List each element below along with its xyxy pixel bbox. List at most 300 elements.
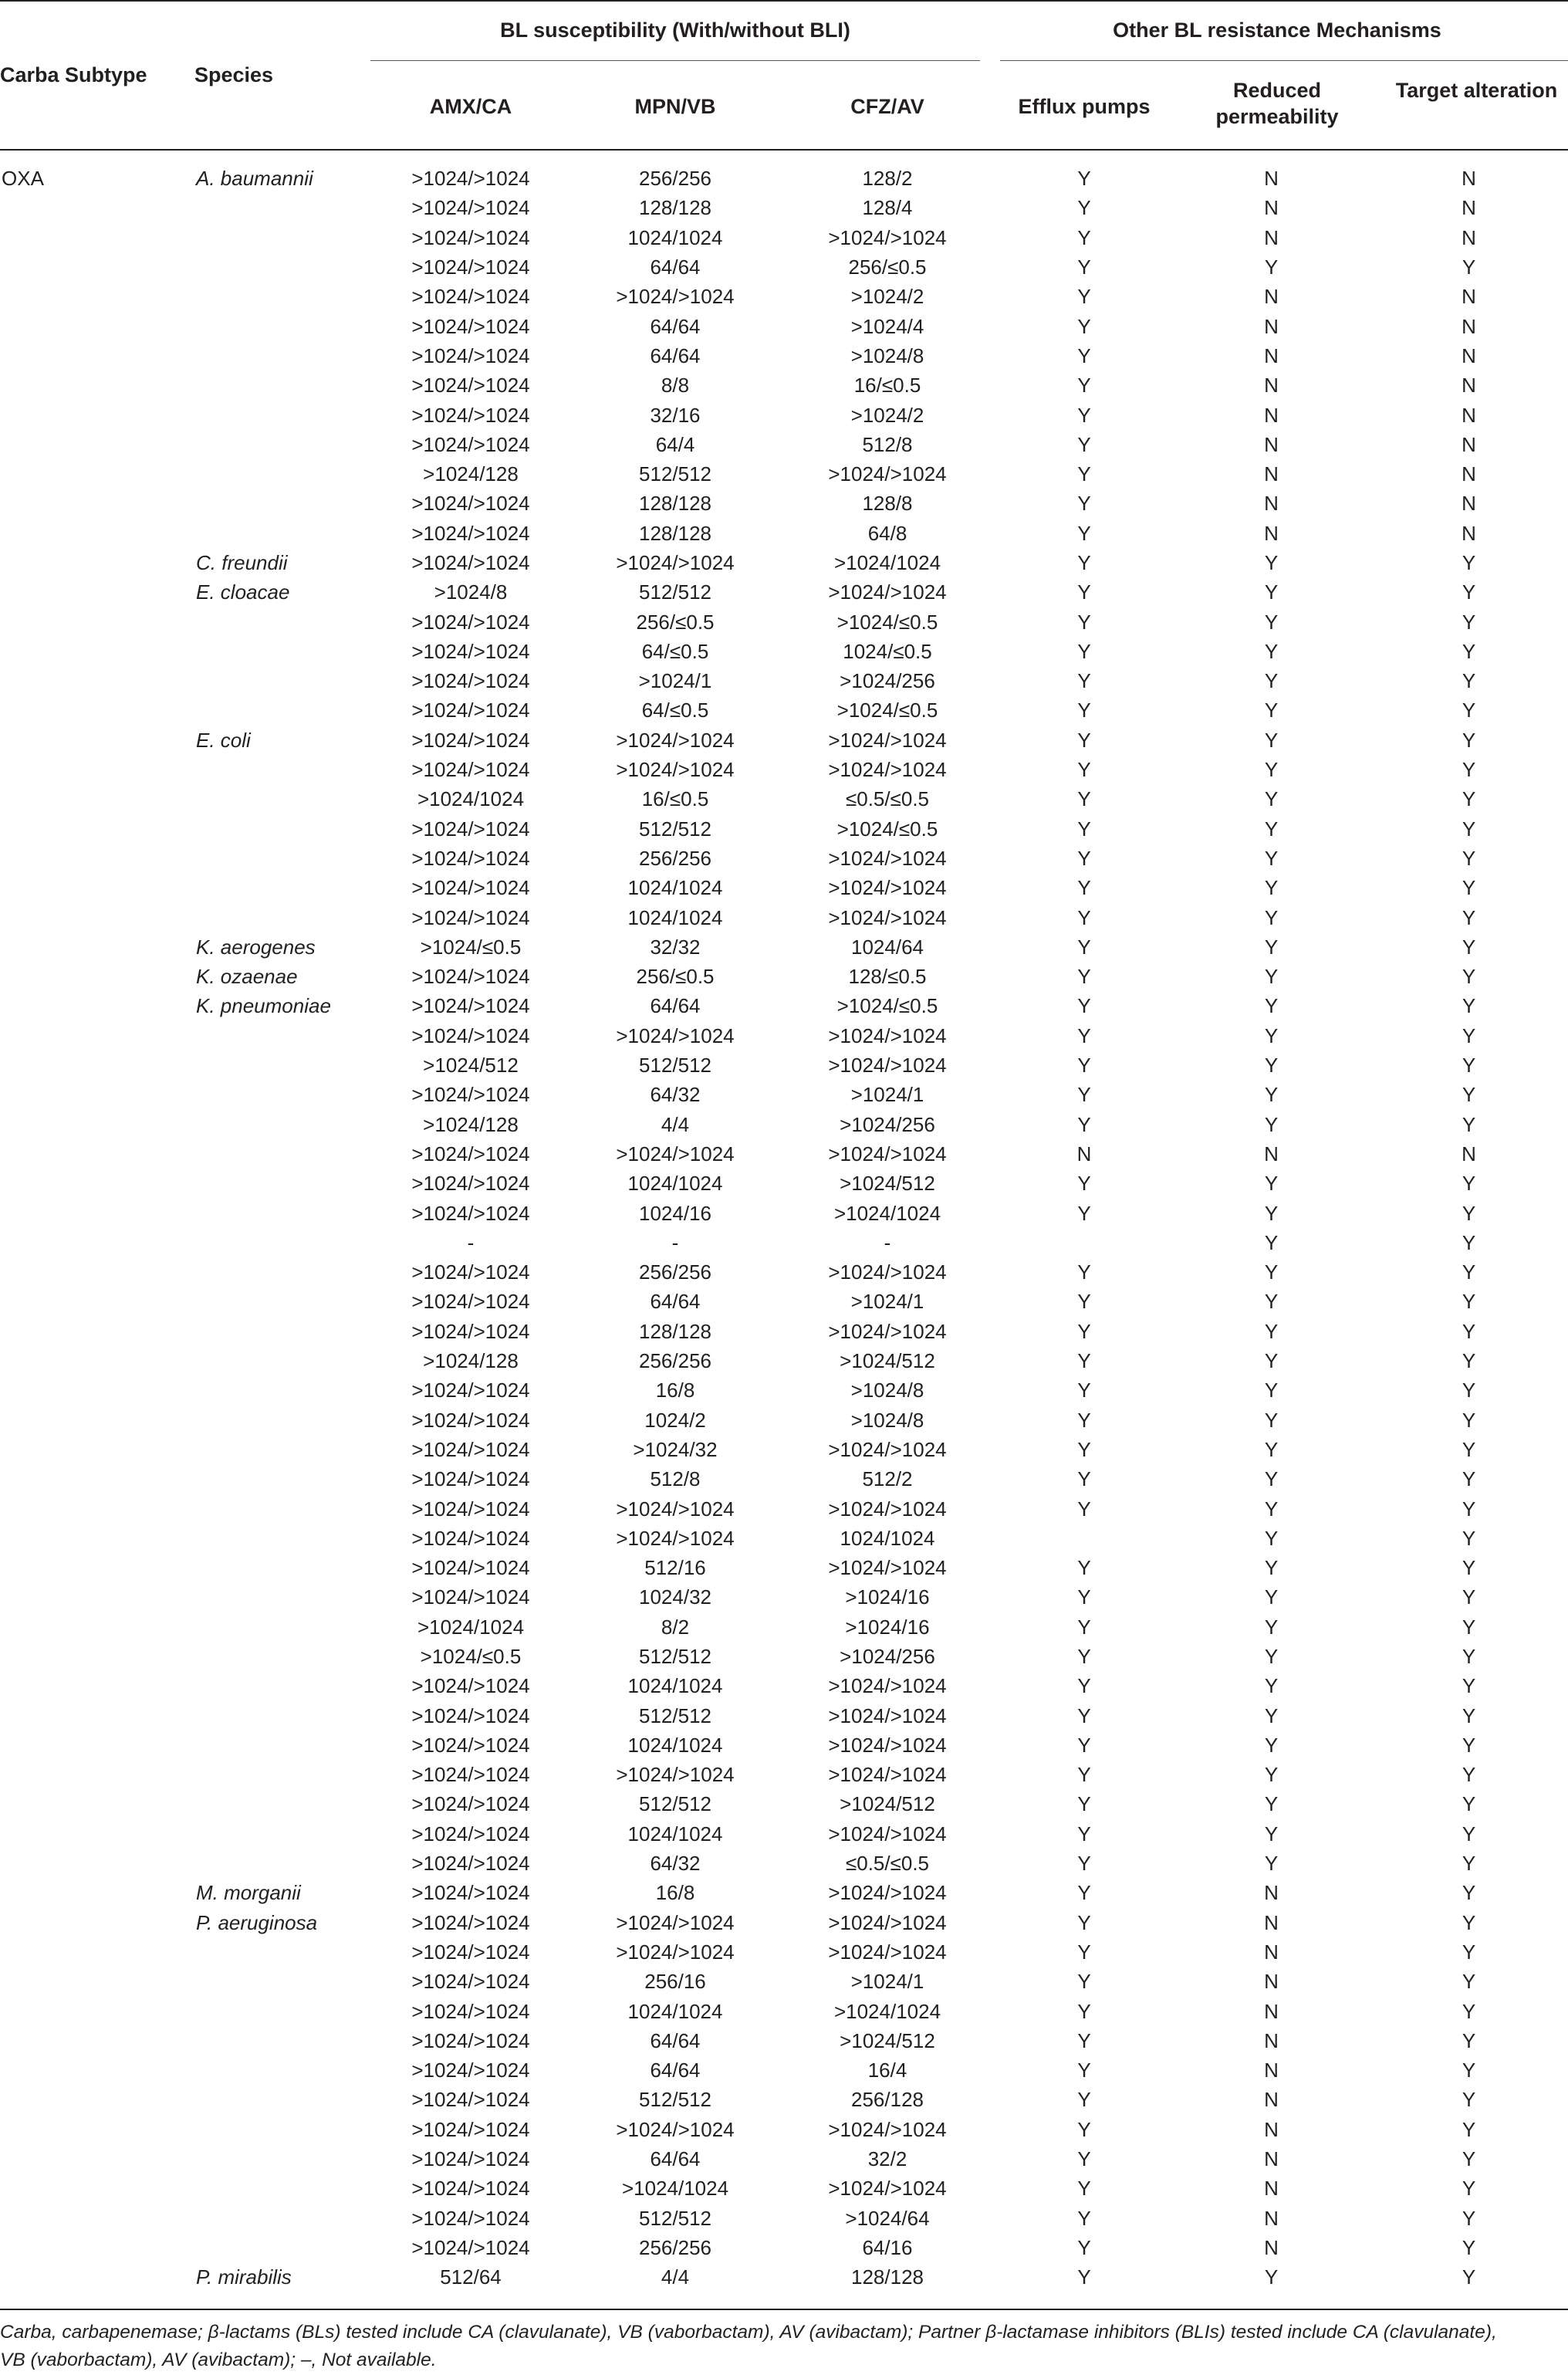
table-row — [0, 1110, 1568, 1139]
target-alteration-cell: Y — [1462, 1379, 1476, 1402]
mpn-vb-cell: 512/512 — [639, 580, 711, 604]
table-row — [0, 844, 1568, 873]
header-rule — [0, 149, 1568, 151]
amx-ca-cell: >1024/>1024 — [411, 1497, 530, 1521]
table-row — [0, 873, 1568, 902]
target-alteration-cell: Y — [1462, 1910, 1476, 1934]
reduced-permeability-cell: Y — [1264, 1437, 1279, 1461]
amx-ca-cell: - — [467, 1230, 475, 1254]
amx-ca-cell: >1024/>1024 — [411, 1763, 530, 1787]
table-row — [0, 1464, 1568, 1494]
species-cell: E. cloacae — [196, 580, 290, 604]
efflux-cell: Y — [1077, 255, 1091, 279]
carba-subtype-cell — [0, 1996, 191, 2025]
reduced-permeability-cell: N — [1264, 2117, 1279, 2141]
cfz-av-cell: >1024/>1024 — [828, 1910, 947, 1934]
reduced-permeability-cell: Y — [1264, 1201, 1279, 1225]
cfz-av-cell: >1024/>1024 — [828, 1763, 947, 1787]
table-row — [0, 666, 1568, 695]
target-alteration-cell: Y — [1462, 965, 1476, 989]
target-alteration-cell: N — [1462, 196, 1476, 220]
carba-subtype-cell — [0, 2262, 191, 2292]
reduced-permeability-cell: N — [1264, 2028, 1279, 2052]
table-row — [0, 1080, 1568, 1109]
reduced-permeability-cell: Y — [1264, 1408, 1279, 1432]
table-row — [0, 1937, 1568, 1967]
carba-subtype-cell — [0, 2233, 191, 2262]
carba-subtype-cell — [0, 1169, 191, 1198]
carba-subtype-cell — [0, 1375, 191, 1405]
efflux-cell: Y — [1077, 374, 1091, 398]
efflux-cell: Y — [1077, 314, 1091, 338]
species-cell — [191, 311, 370, 340]
target-alteration-cell: Y — [1462, 551, 1476, 574]
efflux-cell: Y — [1077, 728, 1091, 752]
mpn-vb-cell: 256/256 — [639, 846, 711, 870]
efflux-cell: Y — [1077, 1054, 1091, 1078]
amx-ca-cell: >1024/>1024 — [411, 2028, 530, 2052]
target-alteration-cell: Y — [1462, 1497, 1476, 1521]
table-body — [0, 164, 1568, 2292]
mpn-vb-cell: 32/16 — [650, 403, 701, 427]
reduced-permeability-cell: Y — [1264, 1733, 1279, 1757]
species-cell — [191, 1819, 370, 1849]
target-alteration-cell: Y — [1462, 1319, 1476, 1343]
table-row — [0, 932, 1568, 962]
table-row — [0, 282, 1568, 311]
carba-subtype-cell — [0, 1642, 191, 1671]
efflux-cell: Y — [1077, 639, 1091, 663]
species-cell — [191, 607, 370, 636]
table-row — [0, 1612, 1568, 1642]
reduced-permeability-cell: N — [1264, 2088, 1279, 2112]
mpn-vb-cell: 128/128 — [639, 521, 711, 545]
cfz-av-cell: >1024/512 — [840, 1172, 935, 1196]
efflux-cell: Y — [1077, 343, 1091, 367]
efflux-cell: Y — [1077, 965, 1091, 989]
cfz-av-cell: 128/≤0.5 — [848, 965, 927, 989]
carba-subtype-cell — [0, 1050, 191, 1080]
carba-subtype-cell — [0, 726, 191, 755]
reduced-permeability-cell: Y — [1264, 905, 1279, 929]
carba-subtype-cell — [0, 1731, 191, 1760]
mpn-vb-cell: 64/64 — [650, 314, 701, 338]
target-alteration-cell: Y — [1462, 1230, 1476, 1254]
table-row — [0, 1346, 1568, 1375]
cfz-av-cell: 64/16 — [862, 2235, 913, 2259]
species-cell — [191, 755, 370, 784]
species-cell — [191, 1671, 370, 1700]
reduced-permeability-cell: N — [1264, 2147, 1279, 2171]
efflux-cell: Y — [1077, 167, 1091, 191]
amx-ca-cell: >1024/>1024 — [411, 1852, 530, 1876]
table-row — [0, 1996, 1568, 2025]
cfz-av-cell: ≤0.5/≤0.5 — [845, 787, 930, 811]
efflux-cell — [995, 1228, 1173, 1257]
species-cell — [191, 193, 370, 222]
cfz-av-cell: - — [884, 1230, 891, 1254]
cfz-av-cell: >1024/>1024 — [828, 1054, 947, 1078]
target-alteration-cell: Y — [1462, 935, 1476, 959]
amx-ca-cell: >1024/>1024 — [411, 1408, 530, 1432]
target-alteration-cell: Y — [1462, 1644, 1476, 1668]
carba-subtype-cell — [0, 1228, 191, 1257]
amx-ca-cell: >1024/>1024 — [411, 255, 530, 279]
target-alteration-cell: N — [1462, 225, 1476, 249]
efflux-cell: Y — [1077, 876, 1091, 900]
table-footnote — [0, 2319, 1551, 2374]
header-species: Species — [194, 63, 274, 86]
target-alteration-cell: Y — [1462, 2059, 1476, 2082]
efflux-cell: Y — [1077, 196, 1091, 220]
table-row — [0, 223, 1568, 252]
mpn-vb-cell: 16/8 — [655, 1881, 695, 1905]
carba-subtype-cell — [0, 695, 191, 725]
target-alteration-cell: Y — [1462, 1467, 1476, 1491]
table-row — [0, 1553, 1568, 1582]
reduced-permeability-cell: Y — [1264, 2265, 1279, 2289]
carba-subtype-cell — [0, 1435, 191, 1464]
reduced-permeability-cell: Y — [1264, 787, 1279, 811]
reduced-permeability-cell: Y — [1264, 1023, 1279, 1047]
table-row — [0, 489, 1568, 518]
carba-subtype-cell — [0, 666, 191, 695]
carba-subtype-cell — [0, 1700, 191, 1730]
mpn-vb-cell: 1024/1024 — [627, 1999, 723, 2023]
cfz-av-cell: >1024/1 — [850, 1083, 924, 1107]
amx-ca-cell: >1024/>1024 — [411, 551, 530, 574]
cfz-av-cell: >1024/512 — [840, 2028, 935, 2052]
amx-ca-cell: >1024/>1024 — [411, 905, 530, 929]
mpn-vb-cell: >1024/>1024 — [616, 728, 735, 752]
carba-subtype-cell — [0, 962, 191, 991]
efflux-cell: Y — [1077, 2235, 1091, 2259]
mpn-vb-cell: 128/128 — [639, 492, 711, 516]
reduced-permeability-cell: Y — [1264, 699, 1279, 722]
mpn-vb-cell: 64/4 — [655, 432, 695, 456]
cfz-av-cell: >1024/512 — [840, 1792, 935, 1816]
cfz-av-cell: 512/2 — [862, 1467, 913, 1491]
carba-subtype-cell — [0, 991, 191, 1020]
reduced-permeability-cell: N — [1264, 225, 1279, 249]
header-carba-subtype: Carba Subtype — [0, 63, 147, 86]
species-cell — [191, 459, 370, 489]
efflux-cell: Y — [1077, 2177, 1091, 2201]
species-cell — [191, 1110, 370, 1139]
amx-ca-cell: >1024/>1024 — [411, 1467, 530, 1491]
species-cell — [191, 1524, 370, 1553]
carba-subtype-cell — [0, 637, 191, 666]
carba-subtype-cell — [0, 784, 191, 814]
cfz-av-cell: >1024/>1024 — [828, 1437, 947, 1461]
table-row — [0, 1849, 1568, 1878]
target-alteration-cell: N — [1462, 462, 1476, 486]
table-row — [0, 814, 1568, 844]
table-row — [0, 726, 1568, 755]
amx-ca-cell: >1024/>1024 — [411, 610, 530, 634]
mpn-vb-cell: 512/512 — [639, 817, 711, 841]
mpn-vb-cell: 32/32 — [650, 935, 701, 959]
table-row — [0, 193, 1568, 222]
top-rule — [0, 0, 1568, 2]
cfz-av-cell: 1024/≤0.5 — [843, 639, 932, 663]
table-row — [0, 1700, 1568, 1730]
carba-subtype-cell — [0, 400, 191, 429]
species-cell — [191, 282, 370, 311]
species-cell — [191, 1582, 370, 1612]
target-alteration-cell: N — [1462, 403, 1476, 427]
amx-ca-cell: 512/64 — [440, 2265, 502, 2289]
amx-ca-cell: >1024/>1024 — [411, 2206, 530, 2230]
target-alteration-cell: Y — [1462, 2147, 1476, 2171]
reduced-permeability-cell: Y — [1264, 1615, 1279, 1639]
amx-ca-cell: >1024/>1024 — [411, 285, 530, 309]
mpn-vb-cell: >1024/1 — [638, 669, 712, 693]
target-alteration-cell: Y — [1462, 1054, 1476, 1078]
carba-subtype-cell — [0, 1849, 191, 1878]
species-cell — [191, 223, 370, 252]
mpn-vb-cell: 1024/1024 — [627, 1172, 723, 1196]
cfz-av-cell: >1024/1 — [850, 1290, 924, 1314]
mpn-vb-cell: 1024/1024 — [627, 905, 723, 929]
species-cell — [191, 2203, 370, 2232]
carba-subtype-cell — [0, 1346, 191, 1375]
mpn-vb-cell: 64/64 — [650, 343, 701, 367]
cfz-av-cell: >1024/≤0.5 — [836, 817, 938, 841]
reduced-permeability-cell: Y — [1264, 1290, 1279, 1314]
efflux-cell: Y — [1077, 1260, 1091, 1284]
target-alteration-cell: Y — [1462, 1585, 1476, 1609]
target-alteration-cell: Y — [1462, 817, 1476, 841]
reduced-permeability-cell: Y — [1264, 1822, 1279, 1846]
mpn-vb-cell: >1024/32 — [633, 1437, 718, 1461]
carba-subtype-cell — [0, 2085, 191, 2114]
table-row — [0, 1139, 1568, 1169]
amx-ca-cell: >1024/>1024 — [411, 758, 530, 782]
table-row — [0, 2055, 1568, 2085]
efflux-cell: Y — [1077, 1852, 1091, 1876]
species-cell — [191, 637, 370, 666]
reduced-permeability-cell: N — [1264, 314, 1279, 338]
target-alteration-cell: Y — [1462, 1437, 1476, 1461]
table-row — [0, 400, 1568, 429]
table-row — [0, 1642, 1568, 1671]
reduced-permeability-cell: Y — [1264, 639, 1279, 663]
target-alteration-cell: Y — [1462, 787, 1476, 811]
amx-ca-cell: >1024/>1024 — [411, 1940, 530, 1964]
reduced-permeability-cell: Y — [1264, 1379, 1279, 1402]
species-cell — [191, 2085, 370, 2114]
target-alteration-cell: Y — [1462, 1999, 1476, 2023]
carba-subtype-cell — [0, 282, 191, 311]
species-cell — [191, 1198, 370, 1227]
target-alteration-cell: Y — [1462, 1852, 1476, 1876]
species-cell — [191, 1375, 370, 1405]
mpn-vb-cell: >1024/>1024 — [616, 1023, 735, 1047]
mpn-vb-cell: 256/256 — [639, 1260, 711, 1284]
species-cell — [191, 1139, 370, 1169]
target-alteration-cell: Y — [1462, 1792, 1476, 1816]
table-row — [0, 1375, 1568, 1405]
table-row — [0, 1878, 1568, 1907]
efflux-cell: Y — [1077, 1999, 1091, 2023]
cfz-av-cell: >1024/>1024 — [828, 846, 947, 870]
efflux-cell: Y — [1077, 1172, 1091, 1196]
cfz-av-cell: >1024/256 — [840, 1112, 935, 1136]
reduced-permeability-cell: Y — [1264, 1349, 1279, 1373]
reduced-permeability-cell: Y — [1264, 1497, 1279, 1521]
amx-ca-cell: >1024/8 — [434, 580, 508, 604]
cfz-av-cell: 64/8 — [867, 521, 907, 545]
carba-subtype-cell — [0, 1937, 191, 1967]
carba-subtype-cell — [0, 932, 191, 962]
efflux-cell: Y — [1077, 403, 1091, 427]
species-cell — [191, 784, 370, 814]
efflux-cell: Y — [1077, 1822, 1091, 1846]
reduced-permeability-cell: N — [1264, 462, 1279, 486]
species-cell: P. mirabilis — [196, 2265, 292, 2289]
amx-ca-cell: >1024/>1024 — [411, 492, 530, 516]
efflux-cell: Y — [1077, 2117, 1091, 2141]
reduced-permeability-cell: Y — [1264, 580, 1279, 604]
target-alteration-cell: Y — [1462, 639, 1476, 663]
cfz-av-cell: >1024/8 — [850, 1379, 924, 1402]
efflux-cell: Y — [1077, 551, 1091, 574]
table-row — [0, 1405, 1568, 1434]
species-cell — [191, 1228, 370, 1257]
carba-subtype-cell — [0, 430, 191, 459]
target-alteration-cell: Y — [1462, 1201, 1476, 1225]
mpn-vb-cell: >1024/1024 — [621, 2177, 729, 2201]
amx-ca-cell: >1024/>1024 — [411, 1822, 530, 1846]
cfz-av-cell: >1024/64 — [845, 2206, 930, 2230]
reduced-permeability-cell: Y — [1264, 1054, 1279, 1078]
table-row — [0, 1228, 1568, 1257]
cfz-av-cell: >1024/>1024 — [828, 1260, 947, 1284]
species-cell — [191, 1849, 370, 1878]
target-alteration-cell: N — [1462, 167, 1476, 191]
carba-subtype-cell — [0, 1967, 191, 1996]
efflux-cell: Y — [1077, 1910, 1091, 1934]
mpn-vb-cell: 512/512 — [639, 1054, 711, 1078]
mpn-vb-cell: 1024/1024 — [627, 1674, 723, 1698]
cfz-av-cell: >1024/>1024 — [828, 225, 947, 249]
target-alteration-cell: Y — [1462, 2265, 1476, 2289]
efflux-cell: Y — [1077, 787, 1091, 811]
target-alteration-cell: Y — [1462, 669, 1476, 693]
cfz-av-cell: >1024/4 — [850, 314, 924, 338]
table-row — [0, 311, 1568, 340]
species-cell — [191, 1080, 370, 1109]
mpn-vb-cell: 512/512 — [639, 1792, 711, 1816]
cfz-av-cell: >1024/>1024 — [828, 876, 947, 900]
amx-ca-cell: >1024/>1024 — [411, 817, 530, 841]
mpn-vb-cell: >1024/>1024 — [616, 1526, 735, 1550]
mpn-vb-cell: 128/128 — [639, 196, 711, 220]
species-cell — [191, 1642, 370, 1671]
mpn-vb-cell: 64/64 — [650, 2147, 701, 2171]
cfz-av-cell: >1024/>1024 — [828, 1556, 947, 1580]
efflux-cell: Y — [1077, 758, 1091, 782]
species-cell — [191, 2055, 370, 2085]
efflux-cell: Y — [1077, 2147, 1091, 2171]
reduced-permeability-cell: N — [1264, 1999, 1279, 2023]
efflux-cell: Y — [1077, 1615, 1091, 1639]
cfz-av-cell: >1024/256 — [840, 1644, 935, 1668]
amx-ca-cell: >1024/>1024 — [411, 1703, 530, 1727]
carba-subtype-cell — [0, 1582, 191, 1612]
amx-ca-cell: >1024/>1024 — [411, 1999, 530, 2023]
amx-ca-cell: >1024/>1024 — [411, 167, 530, 191]
amx-ca-cell: >1024/128 — [423, 462, 519, 486]
mpn-vb-cell: 1024/1024 — [627, 1733, 723, 1757]
target-alteration-cell: N — [1462, 492, 1476, 516]
species-cell — [191, 400, 370, 429]
cfz-av-cell: >1024/256 — [840, 669, 935, 693]
reduced-permeability-cell: Y — [1264, 817, 1279, 841]
mpn-vb-cell: >1024/>1024 — [616, 285, 735, 309]
mpn-vb-cell: 1024/16 — [639, 1201, 711, 1225]
cfz-av-cell: >1024/1024 — [833, 1201, 941, 1225]
mpn-vb-cell: 64/64 — [650, 2059, 701, 2082]
species-cell — [191, 1700, 370, 1730]
cfz-av-cell: >1024/>1024 — [828, 1822, 947, 1846]
species-cell — [191, 1967, 370, 1996]
target-alteration-cell: Y — [1462, 2088, 1476, 2112]
cfz-av-cell: >1024/16 — [845, 1585, 930, 1609]
efflux-cell: Y — [1077, 1733, 1091, 1757]
carba-subtype-cell — [0, 607, 191, 636]
cfz-av-cell: >1024/>1024 — [828, 2177, 947, 2201]
reduced-permeability-cell: N — [1264, 196, 1279, 220]
target-alteration-cell: Y — [1462, 1733, 1476, 1757]
mpn-vb-cell: 64/≤0.5 — [641, 639, 709, 663]
species-cell — [191, 252, 370, 282]
species-cell — [191, 1169, 370, 1198]
amx-ca-cell: >1024/>1024 — [411, 2117, 530, 2141]
species-cell — [191, 370, 370, 400]
carba-subtype-cell — [0, 548, 191, 577]
table-row — [0, 1760, 1568, 1789]
species-cell — [191, 2144, 370, 2174]
reduced-permeability-cell: Y — [1264, 994, 1279, 1018]
cfz-av-cell: >1024/>1024 — [828, 580, 947, 604]
reduced-permeability-cell: Y — [1264, 1852, 1279, 1876]
reduced-permeability-cell: Y — [1264, 1260, 1279, 1284]
reduced-permeability-cell: Y — [1264, 1792, 1279, 1816]
efflux-cell: Y — [1077, 1792, 1091, 1816]
amx-ca-cell: >1024/512 — [423, 1054, 519, 1078]
cfz-av-cell: 16/≤0.5 — [853, 374, 921, 398]
efflux-cell: Y — [1077, 580, 1091, 604]
table-row — [0, 2115, 1568, 2144]
reduced-permeability-cell: Y — [1264, 255, 1279, 279]
efflux-cell: Y — [1077, 2059, 1091, 2082]
carba-subtype-cell — [0, 2115, 191, 2144]
reduced-permeability-cell: Y — [1264, 1467, 1279, 1491]
amx-ca-cell: >1024/>1024 — [411, 225, 530, 249]
cfz-av-cell: 1024/64 — [851, 935, 924, 959]
efflux-cell: Y — [1077, 1763, 1091, 1787]
mpn-vb-cell: 4/4 — [661, 2265, 690, 2289]
reduced-permeability-cell: Y — [1264, 1319, 1279, 1343]
amx-ca-cell: >1024/>1024 — [411, 1319, 530, 1343]
reduced-permeability-cell: N — [1264, 1142, 1279, 1166]
amx-ca-cell: >1024/>1024 — [411, 1172, 530, 1196]
amx-ca-cell: >1024/>1024 — [411, 1733, 530, 1757]
species-cell — [191, 519, 370, 548]
mpn-vb-cell: 256/256 — [639, 1349, 711, 1373]
